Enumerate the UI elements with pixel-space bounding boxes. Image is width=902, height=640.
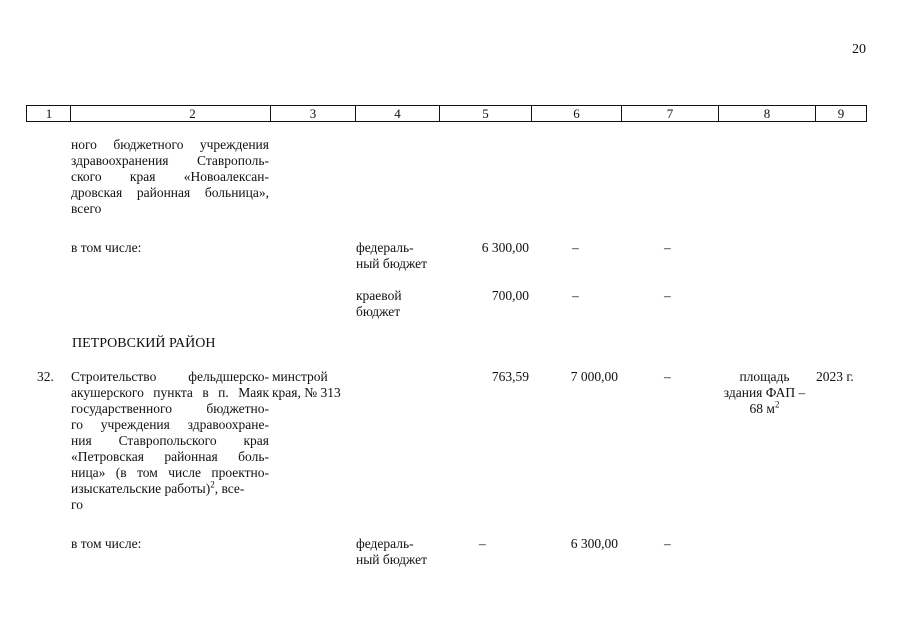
header-cell-3: 3: [270, 106, 355, 121]
including-label: в том числе:: [71, 240, 142, 255]
amount-col5: –: [479, 536, 486, 551]
header-cell-4: 4: [355, 106, 439, 121]
text-part: изыскательские работы): [71, 481, 211, 496]
amount-col5: 6 300,00: [481, 240, 529, 255]
text-line: ница» (в том числе проектно-: [71, 465, 269, 480]
text-line: края, № 313: [272, 385, 341, 400]
text-line: федераль-: [356, 240, 414, 255]
text-line: [716, 401, 813, 417]
funding-source-federal: [356, 240, 436, 272]
text-line: государственного бюджетно-: [71, 401, 269, 416]
amount-col6: 7 000,00: [570, 369, 618, 384]
text-line: го учреждения здравоохране-: [71, 417, 269, 432]
header-cell-6: 6: [531, 106, 621, 121]
amount-col5: 700,00: [491, 288, 529, 303]
item-number: 32.: [37, 369, 54, 384]
text-line: площадь: [739, 369, 790, 384]
result-indicator: [716, 369, 813, 417]
including-label: в том числе:: [71, 536, 142, 551]
text-line: го: [71, 497, 83, 512]
text-line: акушерского пункта в п. Маяк: [71, 385, 269, 400]
table-header-row: [26, 105, 867, 122]
text-line: дровская районная больница»,: [71, 185, 269, 200]
amount-col7: –: [664, 369, 671, 384]
text-line: «Петровская районная боль-: [71, 449, 269, 464]
funding-source-federal: [356, 536, 436, 568]
header-cell-5: 5: [439, 106, 531, 121]
header-cell-9: 9: [815, 106, 866, 121]
text-line: ный бюджет: [356, 256, 428, 271]
funding-source-regional: [356, 288, 436, 320]
text-line: Строительство фельдшерско-: [71, 369, 269, 384]
amount-col7: –: [664, 288, 671, 303]
page-number: 20: [852, 42, 866, 57]
footnote-mark: 2: [210, 479, 215, 490]
completion-year: 2023 г.: [816, 369, 854, 384]
header-cell-1: 1: [45, 106, 53, 121]
text-line: краевой: [356, 288, 402, 303]
amount-col6: –: [572, 240, 579, 255]
customer: [272, 369, 354, 401]
text-line: [71, 481, 269, 497]
text-line: ния Ставропольского края: [71, 433, 269, 448]
text-line: ского края «Новоалексан-: [71, 169, 269, 184]
amount-col7: –: [664, 240, 671, 255]
text-line: всего: [71, 201, 102, 216]
section-title: ПЕТРОВСКИЙ РАЙОН: [72, 336, 216, 351]
header-cell-2: 2: [70, 106, 314, 121]
superscript: 2: [774, 399, 780, 410]
header-cell-7: 7: [621, 106, 718, 121]
amount-col7: –: [664, 536, 671, 551]
text-part: , все-: [214, 481, 245, 496]
text-line: федераль-: [356, 536, 414, 551]
text-line: здравоохранения Ставрополь-: [71, 153, 269, 168]
text-line: здания ФАП –: [723, 385, 806, 400]
amount-col5: 763,59: [491, 369, 529, 384]
text-line: ного бюджетного учреждения: [71, 137, 269, 152]
text-line: ный бюджет: [356, 552, 428, 567]
amount-col6: 6 300,00: [570, 536, 618, 551]
text-line: минстрой: [272, 369, 328, 384]
text-line: бюджет: [356, 304, 401, 319]
continued-item-name: [71, 137, 269, 217]
text-part: 68 м: [749, 401, 775, 416]
header-cell-8: 8: [718, 106, 815, 121]
amount-col6: –: [572, 288, 579, 303]
item-name: [71, 369, 269, 513]
